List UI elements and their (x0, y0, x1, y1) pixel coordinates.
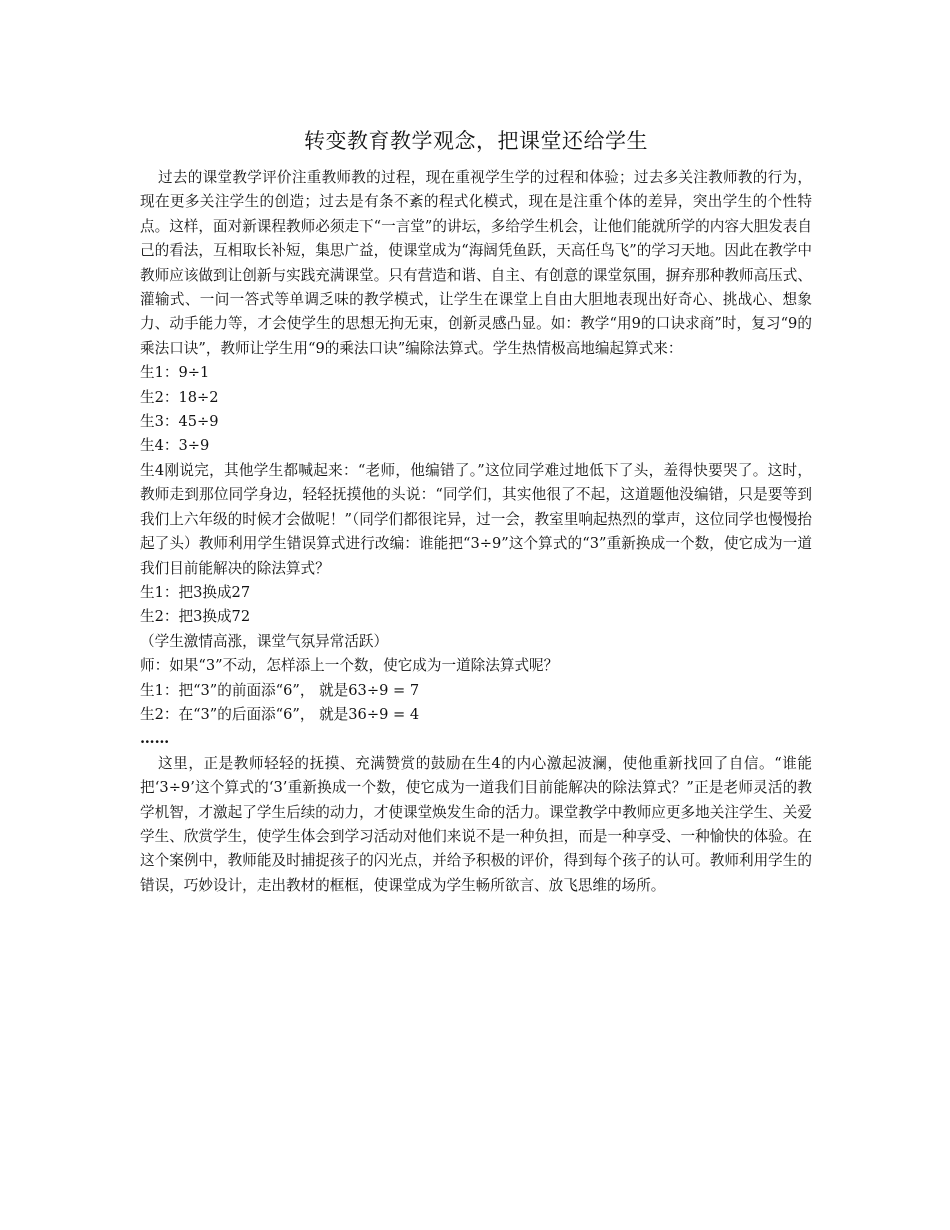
dialogue-line: 师：如果“3”不动，怎样添上一个数，使它成为一道除法算式呢？ (140, 657, 559, 675)
student-answer-line: 生3：45÷9 (140, 413, 219, 431)
student-answer-line: 生4：3÷9 (140, 437, 210, 455)
dialogue-line: （学生激情高涨，课堂气氛异常活跃） (140, 632, 389, 650)
document-title: 转变教育教学观念，把课堂还给学生 (304, 129, 648, 153)
intro-paragraph: 过去的课堂教学评价注重教师教的过程，现在重视学生学的过程和体验；过去多关注教师教的行为，现在更多关注学生的创造；过去是有条不紊的程式化模式，现在是注重个体的差异，突出学生的个性特点。这样，面对新课程教师必须走下“一言堂”的讲坛，多给学生机会，让他们能就所学的内容大胆发表自己的看法，互相取长补短，集思广益，使课堂成为“海阔凭鱼跃，天高任鸟飞”的学习天地。因此在教学中教师应该做到让创新与实践充满课堂。只有营造和谐、自主、有创意的课堂氛围，摒弃那种教师高压式、灌输式、一问一答式等单调乏味的教学模式，让学生在课堂上自由大胆地表现出好奇心、挑战心、想象力、动手能力等，才会使学生的思想无拘无束，创新灵感凸显。如：教学“用9的口诀求商”时，复习“9的乘法口诀”，教师让学生用“9的乘法口诀”编除法算式。学生热情极高地编起算式来： (140, 169, 812, 357)
dialogue-line: 生2：在“3”的后面添“6”， 就是36÷9 = 4 (140, 705, 420, 723)
student-answer-line: 生1：9÷1 (140, 364, 210, 382)
student-answer-line: 生2：18÷2 (140, 388, 219, 406)
ellipsis: …… (140, 730, 170, 748)
document-page (140, 126, 812, 898)
dialogue-line: 生1：把3换成27 (140, 583, 251, 601)
story-paragraph: 生4刚说完，其他学生都喊起来：“老师，他编错了。”这位同学难过地低下了头，羞得快要哭了。这时，教师走到那位同学身边，轻轻抚摸他的头说：“同学们，其实他很了不起，这道题他没编错，只是要等到我们上六年级的时候才会做呢！”（同学们都很诧异，过一会，教室里响起热烈的掌声，这位同学也慢慢抬起了头）教师利用学生错误算式进行改编：谁能把“3÷9”这个算式的“3”重新换成一个数，使它成为一道我们目前能解决的除法算式？ (140, 461, 812, 577)
dialogue-line: 生2：把3换成72 (140, 608, 251, 626)
conclusion-paragraph: 这里，正是教师轻轻的抚摸、充满赞赏的鼓励在生4的内心激起波澜，使他重新找回了自信。“谁能把‘3÷9’这个算式的‘3’重新换成一个数，使它成为一道我们目前能解决的除法算式？”正是老师灵活的教学机智，才激起了学生后续的动力，才使课堂焕发生命的活力。课堂教学中教师应更多地关注学生、关爱学生、欣赏学生，使学生体会到学习活动对他们来说不是一种负担，而是一种享受、一种愉快的体验。在这个案例中，教师能及时捕捉孩子的闪光点，并给予积极的评价，得到每个孩子的认可。教师利用学生的错误，巧妙设计，走出教材的框框，使课堂成为学生畅所欲言、放飞思维的场所。 (140, 754, 812, 894)
dialogue-line: 生1：把“3”的前面添“6”， 就是63÷9 = 7 (140, 681, 420, 699)
